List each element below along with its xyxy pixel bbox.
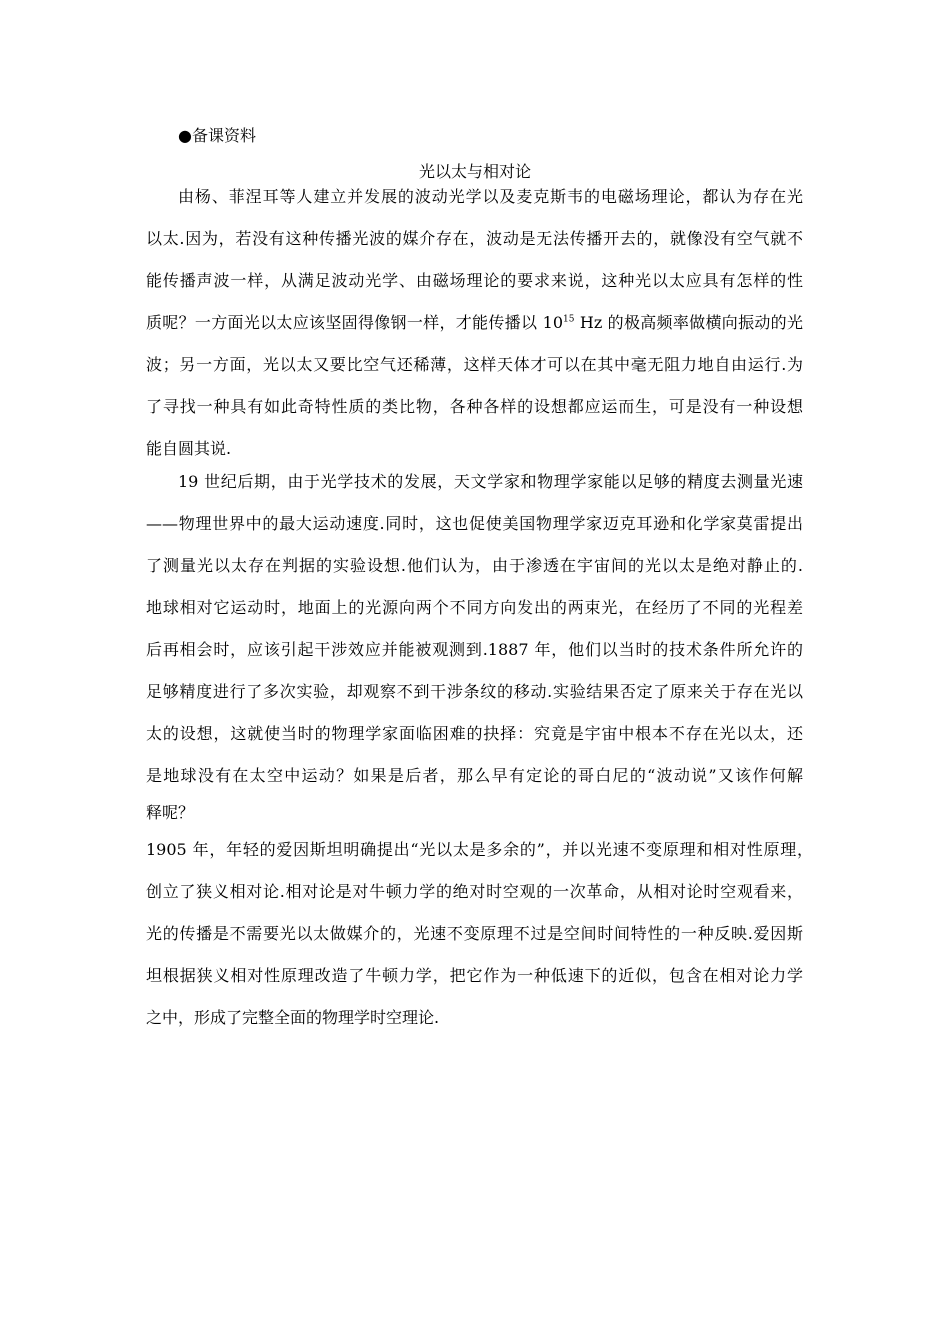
paragraph-line-with-exponent bbox=[146, 311, 803, 335]
paragraph-line: 地球相对它运动时，地面上的光源向两个不同方向发出的两束光，在经历了不同的光程差 bbox=[146, 598, 803, 617]
paragraph-line: 19 世纪后期，由于光学技术的发展，天文学家和物理学家能以足够的精度去测量光速 bbox=[178, 472, 803, 491]
line-tail: Hz 的极高频率做横向振动的光 bbox=[574, 313, 803, 332]
paragraph-line: 之中，形成了完整全面的物理学时空理论. bbox=[146, 1008, 440, 1027]
paragraph-line: 以太.因为，若没有这种传播光波的媒介存在，波动是无法传播开去的，就像没有空气就不 bbox=[146, 229, 803, 248]
paragraph-line: 释呢？ bbox=[146, 803, 195, 822]
paragraph-line: 足够精度进行了多次实验，却观察不到干涉条纹的移动.实验结果否定了原来关于存在光以 bbox=[146, 682, 803, 701]
paragraph-line: 了测量光以太存在判据的实验设想.他们认为，由于渗透在宇宙间的光以太是绝对静止的. bbox=[146, 556, 803, 575]
paragraph-line: 创立了狭义相对论.相对论是对牛顿力学的绝对时空观的一次革命，从相对论时空观看来， bbox=[146, 882, 803, 901]
paragraph-line: 太的设想，这就使当时的物理学家面临困难的抉择：究竟是宇宙中根本不存在光以太，还 bbox=[146, 724, 803, 743]
document-title: 光以太与相对论 bbox=[418, 162, 531, 181]
paragraph-line: 由杨、菲涅耳等人建立并发展的波动光学以及麦克斯韦的电磁场理论，都认为存在光 bbox=[178, 187, 803, 206]
paragraph-line: 波；另一方面，光以太又要比空气还稀薄，这样天体才可以在其中毫无阻力地自由运行.为 bbox=[146, 355, 803, 374]
paragraph-line: 能自圆其说. bbox=[146, 439, 232, 458]
line-text: 质呢？一方面光以太应该坚固得像钢一样，才能传播以 bbox=[146, 313, 538, 332]
frequency-base: 10 bbox=[542, 313, 564, 332]
paragraph-line: 是地球没有在太空中运动？如果是后者，那么早有定论的哥白尼的“波动说”又该作何解 bbox=[146, 766, 803, 785]
paragraph-line: 能传播声波一样，从满足波动光学、由磁场理论的要求来说，这种光以太应具有怎样的性 bbox=[146, 271, 803, 290]
paragraph-line: 了寻找一种具有如此奇特性质的类比物，各种各样的设想都应运而生，可是没有一种设想 bbox=[146, 397, 803, 416]
paragraph-line: 1905 年，年轻的爱因斯坦明确提出“光以太是多余的”，并以光速不变原理和相对性原理， bbox=[146, 840, 813, 859]
paragraph-line: 光的传播是不需要光以太做媒介的，光速不变原理不过是空间时间特性的一种反映.爱因斯 bbox=[146, 924, 803, 943]
paragraph-line: 坦根据狭义相对性原理改造了牛顿力学，把它作为一种低速下的近似，包含在相对论力学 bbox=[146, 966, 803, 985]
section-label: ●备课资料 bbox=[178, 126, 256, 145]
frequency-exponent: 15 bbox=[563, 314, 575, 325]
paragraph-line: ——物理世界中的最大运动速度.同时，这也促使美国物理学家迈克耳逊和化学家莫雷提出 bbox=[146, 514, 803, 533]
paragraph-line: 后再相会时，应该引起干涉效应并能被观测到.1887 年，他们以当时的技术条件所允许的 bbox=[146, 640, 803, 659]
